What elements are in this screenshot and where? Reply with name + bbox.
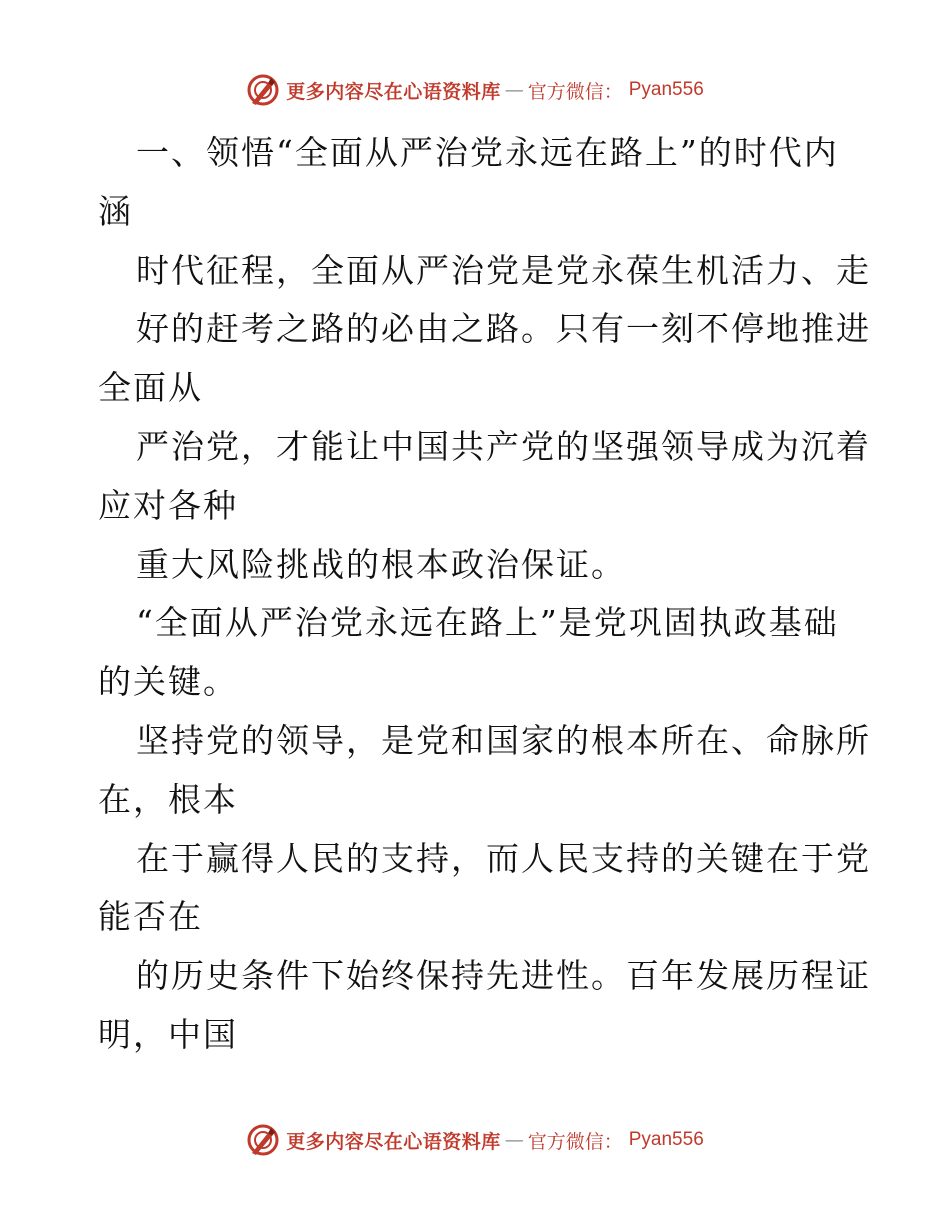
banner-wechat-id: Pyan556 [628,1129,704,1150]
footer-banner [0,1120,950,1160]
text-line: 全面从 [98,368,203,408]
text-line: 时代征程，全面从严治党是党永葆生机活力、走 [136,250,871,290]
document-body [98,124,871,1065]
banner-wechat-label: 官方微信： [527,80,623,103]
text-line: 好的赶考之路的必由之路。只有一刻不停地推进 [136,309,871,349]
text-line: 在，根本 [98,779,238,819]
text-line: 坚持党的领导，是党和国家的根本所在、命脉所 [136,720,871,760]
text-line: 一、领悟“全面从严治党永远在路上”的时代内 [136,133,839,172]
text-line: 的关键。 [98,662,238,702]
text-line: 应对各种 [98,485,238,525]
text-line: 的历史条件下始终保持先进性。百年发展历程证 [136,956,871,996]
text-line: 明，中国 [98,1014,238,1054]
text-line: 重大风险挑战的根本政治保证。 [136,544,626,584]
banner-separator: — [504,79,524,101]
banner-separator: — [504,1129,524,1151]
banner-wechat-id: Pyan556 [628,79,704,100]
text-line: 在于赢得人民的支持，而人民支持的关键在于党 [136,838,871,878]
banner-wechat-label: 官方微信： [527,1130,623,1153]
text-line: 严治党，才能让中国共产党的坚强领导成为沉着 [136,426,871,466]
banner-slogan: 更多内容尽在心语资料库 [286,80,501,103]
pen-logo-icon [246,1123,280,1157]
text-line: 涵 [98,191,133,231]
pen-logo-icon [246,73,280,107]
text-line: 能否在 [98,897,203,937]
text-line: “全面从严治党永远在路上”是党巩固执政基础 [136,603,839,643]
banner-slogan: 更多内容尽在心语资料库 [286,1130,501,1153]
header-banner [0,70,950,110]
